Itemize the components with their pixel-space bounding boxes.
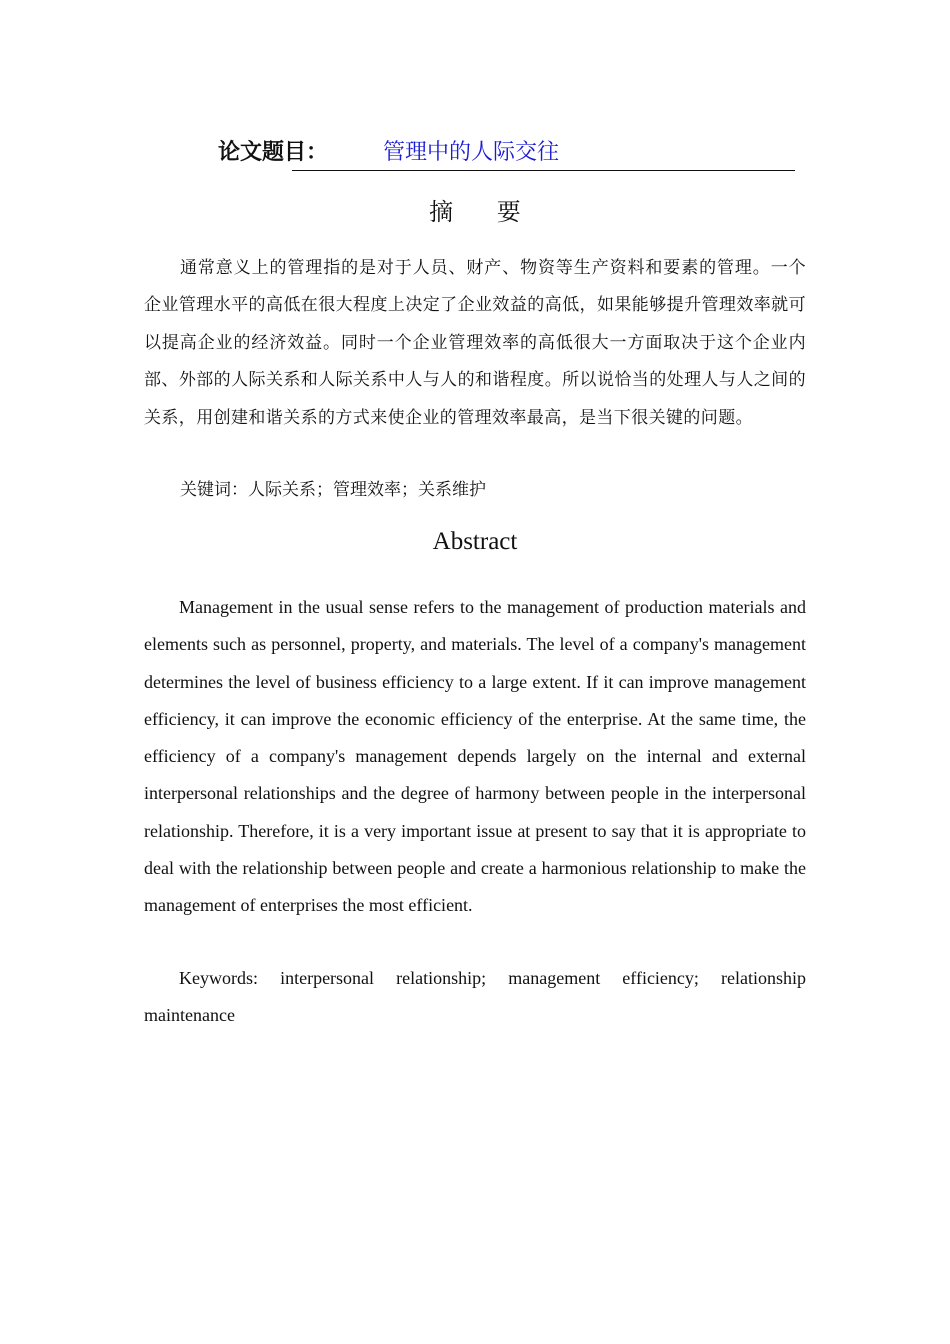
thesis-title-value: 管理中的人际交往 <box>383 140 560 165</box>
keywords-en: Keywords: interpersonal relationship; management efficiency; relationship maintenance <box>144 968 806 1026</box>
title-underline <box>292 170 795 171</box>
abstract-body-cn: 通常意义上的管理指的是对于人员、财产、物资等生产资料和要素的管理。一个企业管理水平的高低在很大程度上决定了企业效益的高低，如果能够提升管理效率就可以提高企业的经济效益。同时一个企业管理效率的高低很大一方面取决于这个企业内部、外部的人际关系和人际关系中人与人的和谐程度。所以说恰当的处理人与人之间的关系，用创建和谐关系的方式来使企业的管理效率最高，是当下很关键的问题。 <box>144 258 806 428</box>
thesis-title-row <box>218 133 798 167</box>
thesis-title-label: 论文题目： <box>218 140 329 165</box>
keywords-cn: 关键词：人际关系；管理效率；关系维护 <box>180 480 486 500</box>
abstract-heading-en: Abstract <box>432 528 518 555</box>
abstract-body-en: Management in the usual sense refers to the management of production materials and elements such as personnel, property, and materials. The level of a company's management determines the level of business efficiency to a large extent. If it can improve management efficiency, it can improve the economic efficiency of the enterprise. At the same time, the efficiency of a company's management depends largely on the internal and external interpersonal relationships and the degree of harmony between people in the interpersonal relationship. Therefore, it is a very important issue at present to say that it is appropriate to deal with the relationship between people and create a harmonious relationship to make the management of enterprises the most efficient. <box>144 597 806 916</box>
abstract-heading-cn: 摘 要 <box>429 198 539 226</box>
